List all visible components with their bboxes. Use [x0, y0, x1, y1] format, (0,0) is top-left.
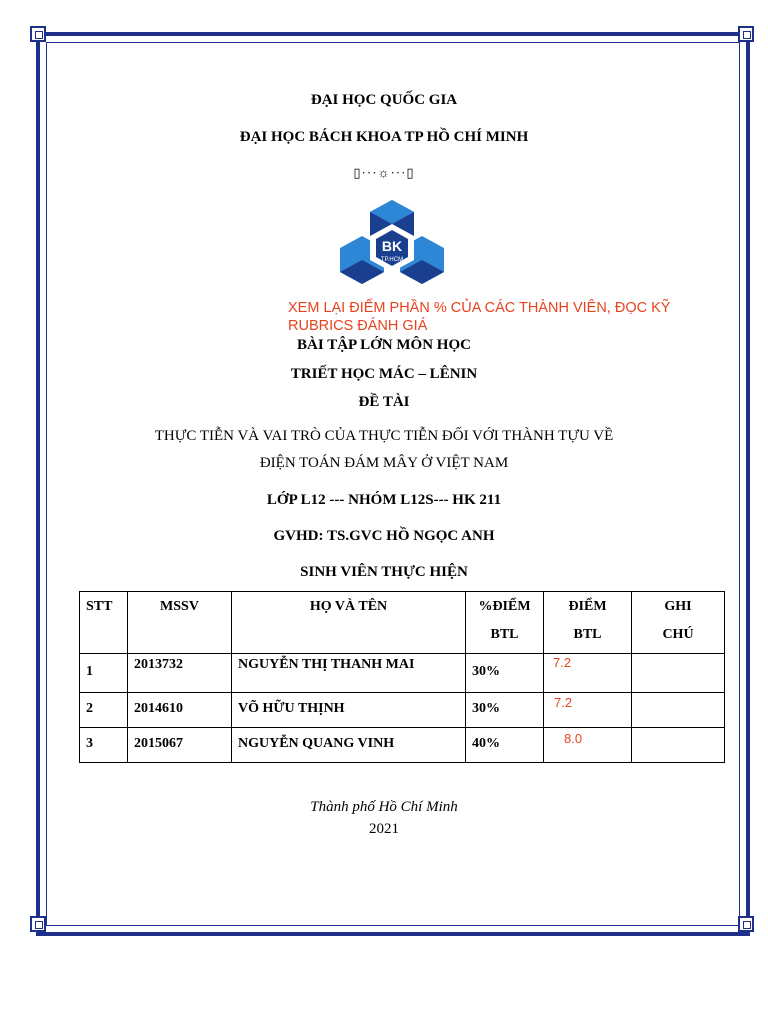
school-name: ĐẠI HỌC BÁCH KHOA TP HỒ CHÍ MINH — [239, 129, 529, 145]
border-corner-ornament — [738, 916, 754, 932]
footer-city: Thành phố Hồ Chí Minh — [310, 799, 458, 815]
row-name: NGUYỄN THỊ THANH MAI — [238, 657, 415, 672]
row-mssv: 2013732 — [134, 657, 183, 672]
header-stt: STT — [80, 592, 128, 654]
row-score-cell — [544, 654, 631, 695]
subject-name: TRIẾT HỌC MÁC – LÊNIN — [290, 366, 478, 382]
row-mssv: 2014610 — [134, 701, 183, 716]
row-note — [632, 693, 724, 730]
row-score: 7.2 — [554, 695, 573, 710]
student-table — [79, 591, 725, 763]
header-note: GHI CHÚ — [632, 592, 725, 654]
ornament-divider: ▯···☼···▯ — [353, 165, 415, 180]
row-score-cell — [544, 693, 631, 730]
table-row — [80, 728, 725, 763]
students-label: SINH VIÊN THỰC HIỆN — [300, 564, 468, 580]
advisor: GVHD: TS.GVC HỒ NGỌC ANH — [273, 528, 495, 544]
reviewer-note: XEM LẠI ĐIỂM PHẦN % CỦA CÁC THÀNH VIÊN, ĐỌC KỸ RUBRICS ĐÁNH GIÁ — [288, 300, 671, 334]
topic-label: ĐỀ TÀI — [358, 394, 410, 410]
border-corner-ornament — [30, 916, 46, 932]
header-score: ĐIỂM BTL — [544, 592, 632, 654]
row-score: 8.0 — [564, 731, 583, 746]
class-info: LỚP L12 --- NHÓM L12S--- HK 211 — [266, 492, 502, 508]
topic-line-1: THỰC TIỄN VÀ VAI TRÒ CỦA THỰC TIỄN ĐỐI VỚI THÀNH TỰU VỀ — [154, 428, 614, 444]
row-score-cell — [544, 728, 631, 765]
header-name: HỌ VÀ TÊN — [232, 592, 466, 654]
table-row — [80, 693, 725, 728]
border-corner-ornament — [30, 26, 46, 42]
row-percent: 40% — [472, 736, 500, 751]
bk-logo — [340, 200, 444, 284]
assignment-title: BÀI TẬP LỚN MÔN HỌC — [297, 337, 471, 353]
logo-subtext: TP.HCM — [380, 257, 404, 263]
row-stt: 1 — [86, 664, 93, 679]
row-name: NGUYỄN QUANG VINH — [238, 736, 395, 751]
table-header-row — [80, 592, 725, 654]
header-percent: %ĐIỂM BTL — [466, 592, 544, 654]
logo-text: BK — [381, 238, 403, 254]
row-mssv: 2015067 — [134, 736, 183, 751]
row-percent: 30% — [472, 701, 500, 716]
row-name: VÕ HỮU THỊNH — [238, 701, 345, 716]
row-note — [632, 654, 724, 695]
footer-year: 2021 — [369, 821, 399, 837]
header-mssv: MSSV — [128, 592, 232, 654]
row-note — [632, 728, 724, 765]
border-corner-ornament — [738, 26, 754, 42]
row-percent: 30% — [472, 664, 500, 679]
row-stt: 2 — [86, 701, 93, 716]
university-name: ĐẠI HỌC QUỐC GIA — [310, 92, 458, 108]
row-stt: 3 — [86, 736, 93, 751]
topic-line-2: ĐIỆN TOÁN ĐÁM MÂY Ở VIỆT NAM — [259, 455, 509, 471]
row-score: 7.2 — [553, 655, 572, 670]
table-row — [80, 654, 725, 693]
